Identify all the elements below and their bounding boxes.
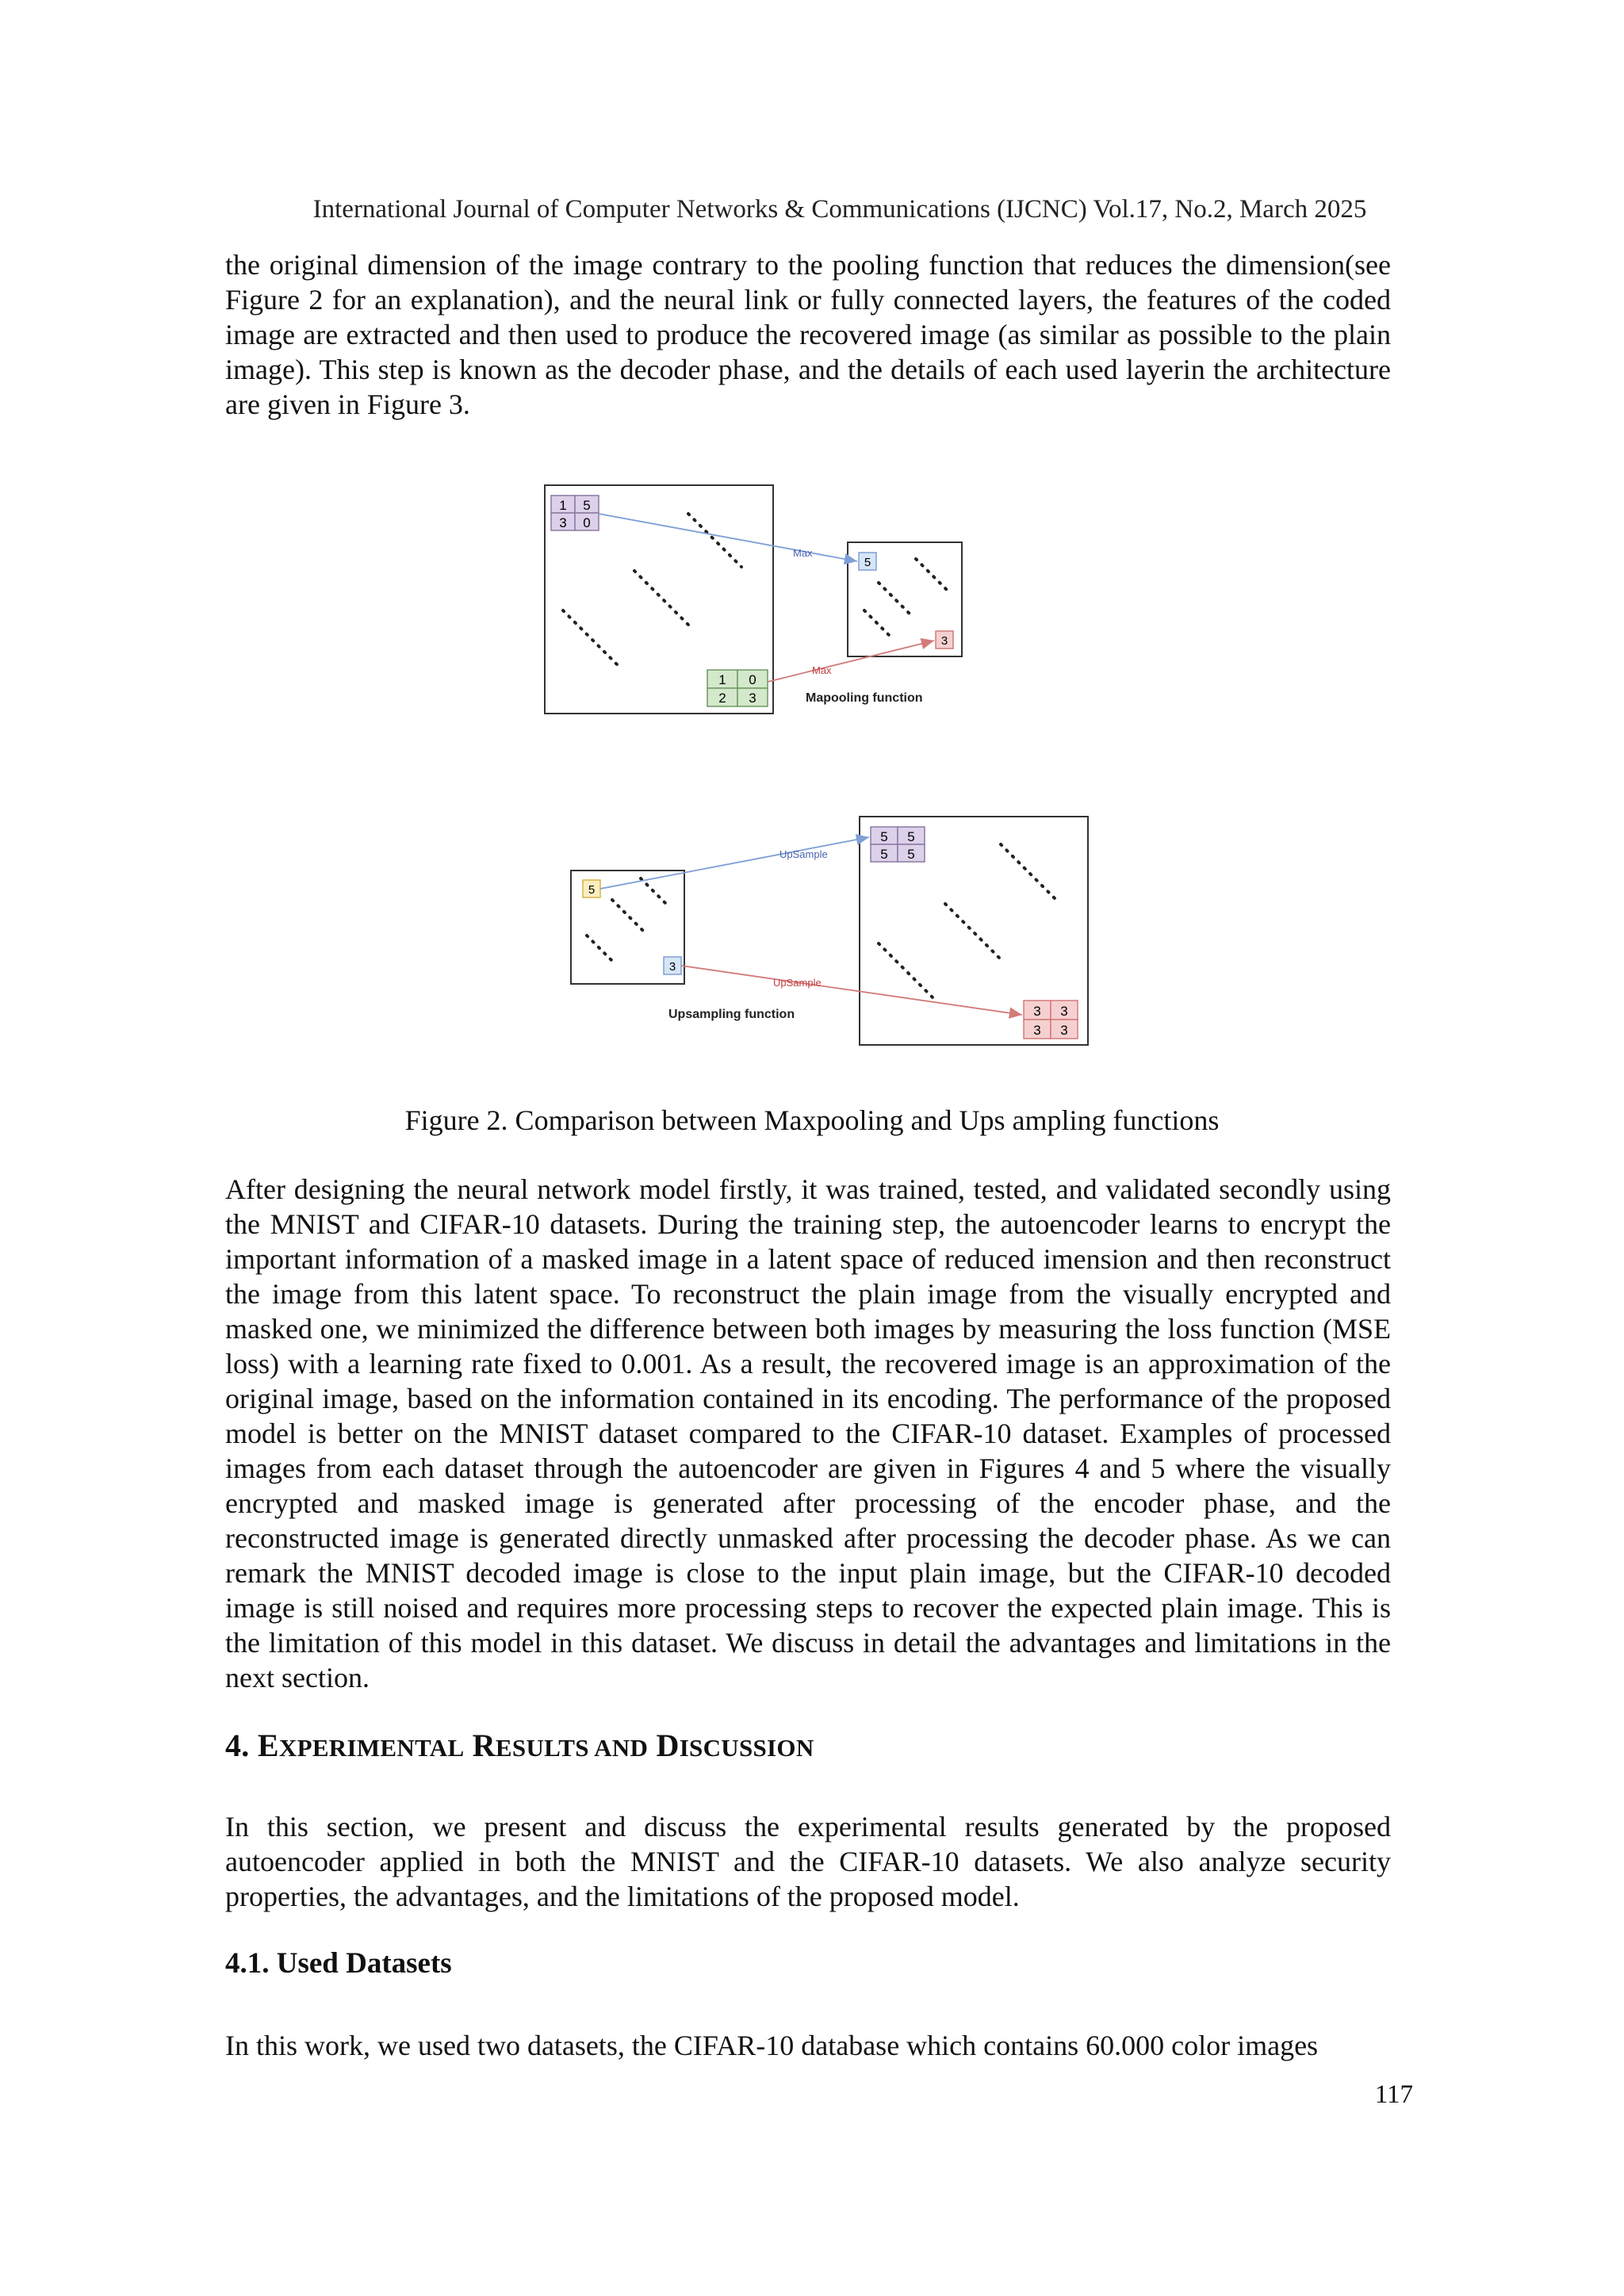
cell-value: 5: [880, 829, 888, 844]
cell-value: 3: [749, 691, 756, 706]
section-heading: 4. EXPERIMENTAL RESULTS AND DISCUSSION: [225, 1728, 814, 1763]
upsample-output-block-top: [871, 827, 925, 862]
upsample-arrow-top-label: UpSample: [779, 848, 828, 860]
ellipsis-dots: [563, 514, 948, 666]
upsample-arrow-bottom-label: UpSample: [773, 977, 822, 989]
maxpool-title: Mapooling function: [806, 691, 923, 705]
cell-value: 5: [907, 829, 915, 844]
svg-text:3: 3: [940, 634, 948, 648]
upsample-arrow-top: [600, 837, 869, 889]
cell-value: 3: [1060, 1023, 1068, 1038]
maxpool-input-block-top-left: [551, 496, 599, 530]
ellipsis-dots: [587, 844, 1055, 999]
max-arrow-bottom: [768, 641, 934, 682]
maxpooling-panel: [545, 485, 962, 714]
upsample-title: Upsampling function: [668, 1008, 795, 1021]
svg-text:5: 5: [864, 556, 871, 569]
cell-value: 1: [559, 498, 567, 513]
svg-text:3: 3: [668, 960, 676, 974]
maxpool-output-cell-top: [859, 553, 876, 570]
cell-value: 3: [1060, 1004, 1068, 1019]
cell-value: 2: [718, 691, 726, 706]
cell-value: 1: [718, 672, 726, 687]
maxpool-input-block-bottom-right: [707, 670, 768, 706]
page-number: 117: [1374, 2080, 1413, 2109]
cell-value: 5: [583, 498, 591, 513]
max-arrow-top: [599, 514, 857, 561]
cell-value: 0: [583, 515, 591, 530]
paragraph-datasets: In this work, we used two datasets, the CIFAR-10 database which contains 60.000 color images: [225, 2030, 1319, 2061]
upsample-output-block-bottom: [1024, 1001, 1078, 1039]
paragraph-section-intro: In this section, we present and discuss the experimental results generated by the proposed autoencoder applied in both the MNIST and the CIFAR-10 datasets. We also analyze security properties, the advantages, and the limitations of the proposed model.: [225, 1811, 1391, 1912]
figure-caption: Figure 2. Comparison between Maxpooling and Ups ampling functions: [404, 1104, 1220, 1136]
paragraph-decoder-intro: the original dimension of the image contrary to the pooling function that reduces the dimension(see Figure 2 for an explanation), and the neural link or fully connected layers, the features of the coded image are extracted and then used to produce the recovered image (as similar as possible to the plain image). This step is known as the decoder phase, and the details of each used layerin the architecture are given in Figure 3.: [225, 249, 1391, 420]
max-arrow-top-label: Max: [793, 547, 813, 559]
subsection-heading: 4.1. Used Datasets: [225, 1947, 452, 1980]
upsampling-panel: [571, 817, 1088, 1045]
cell-value: 5: [880, 847, 888, 862]
maxpool-output-cell-bottom: [936, 631, 953, 649]
svg-text:5: 5: [588, 883, 596, 897]
upsample-input-cell-top: [583, 880, 600, 897]
max-arrow-bottom-label: Max: [812, 664, 832, 676]
cell-value: 5: [907, 847, 915, 862]
cell-value: 0: [749, 672, 756, 687]
cell-value: 3: [559, 515, 567, 530]
upsample-input-cell-bottom: [664, 957, 681, 974]
cell-value: 3: [1033, 1004, 1041, 1019]
running-header: International Journal of Computer Networks & Communications (IJCNC) Vol.17, No.2, March 2025: [312, 195, 1367, 224]
paragraph-training: After designing the neural network model firstly, it was trained, tested, and validated secondly using the MNIST and CIFAR-10 datasets. During the training step, the autoencoder learns to encrypt the important information of a masked image in a latent space of reduced imension and then reconstruct the image from this latent space. To reconstruct the plain image from the visually encrypted and masked one, we minimized the difference between both images by measuring the loss function (MSE loss) with a learning rate fixed to 0.001. As a result, the recovered image is an approximation of the original image, based on the information contained in its encoding. The performance of the proposed model is better on the MNIST dataset compared to the CIFAR-10 dataset. Examples of processed images from each dataset through the autoencoder are given in Figures 4 and 5 where the visually encrypted and masked image is generated after processing of the encoder phase, and the reconstructed image is generated directly unmasked after processing the decoder phase. As we can remark the MNIST decoded image is close to the input plain image, but the CIFAR-10 decoded image is still noised and requires more processing steps to recover the expected plain image. This is the limitation of this model in this dataset. We discuss in detail the advantages and limitations in the next section.: [225, 1173, 1391, 1693]
cell-value: 3: [1033, 1023, 1041, 1038]
